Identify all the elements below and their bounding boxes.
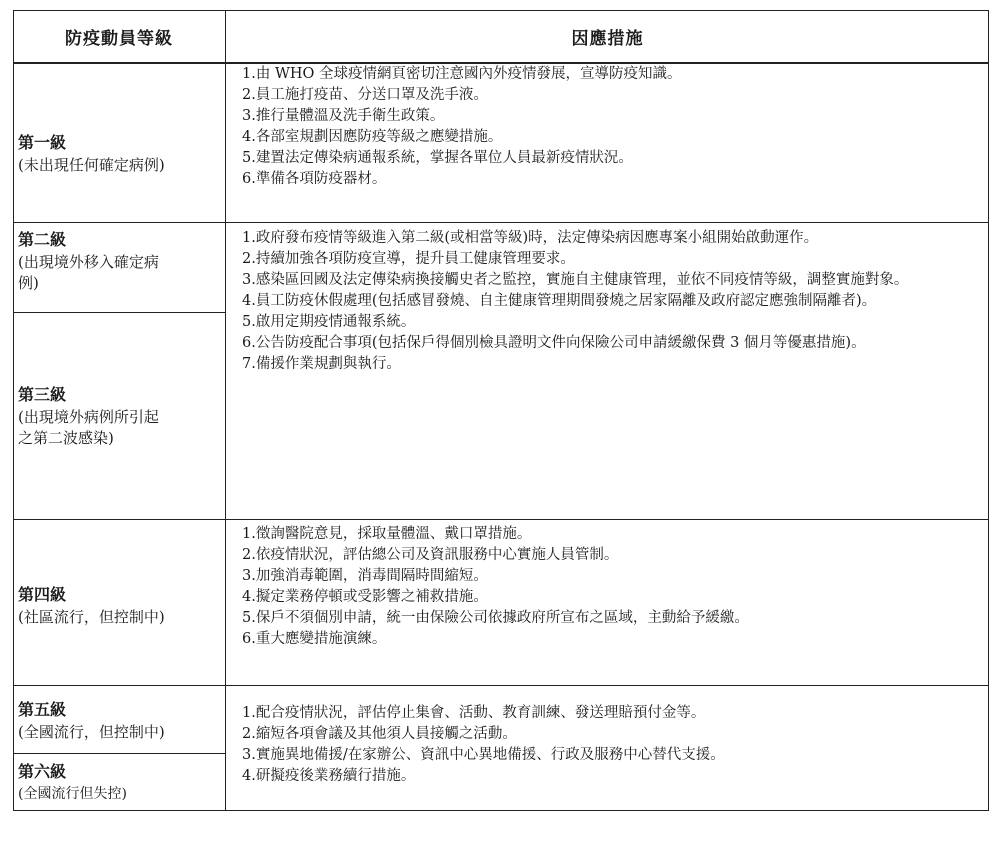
- row-divider-4: [13, 685, 989, 686]
- measure-item: 6.重大應變措施演練。: [242, 631, 387, 647]
- measure-item: 4.擬定業務停頓或受影響之補救措施。: [242, 589, 488, 605]
- level-5-cell: [18, 698, 218, 743]
- measure-item: 3.感染區回國及法定傳染病換接觸史者之監控，實施自主健康管理，並依不同疫情等級，調整實施對象。: [242, 272, 909, 288]
- header-level: 防疫動員等級: [65, 28, 173, 49]
- measure-item: 1.政府發布疫情等級進入第二級(或相當等級)時，法定傳染病因應專案小組開始啟動運作。: [242, 230, 819, 246]
- measure-item: 2.依疫情狀況，評估總公司及資訊服務中心實施人員管制。: [242, 547, 619, 563]
- measure-item: 6.準備各項防疫器材。: [242, 171, 387, 187]
- measure-item: 5.保戶不須個別申請，統一由保險公司依據政府所宣布之區域，主動給予緩繳。: [242, 610, 749, 626]
- row-divider-2-3: [13, 312, 225, 313]
- measure-item: 4.員工防疫休假處理(包括感冒發燒、自主健康管理期間發燒之居家隔離及政府認定應強制隔離者)。: [242, 293, 877, 309]
- measure-item: 5.建置法定傳染病通報系統，掌握各單位人員最新疫情狀況。: [242, 150, 633, 166]
- level-2-desc: (出現境外移入確定病 例): [18, 253, 159, 292]
- measure-item: 6.公告防疫配合事項(包括保戶得個別檢具證明文件向保險公司申請緩繳保費 3 個月等優惠措施)。: [242, 335, 866, 351]
- level-3-cell: [18, 383, 218, 449]
- column-divider: [225, 10, 226, 811]
- level-6-name: 第六級: [18, 762, 67, 781]
- level-3-desc: (出現境外病例所引起 之第二波感染): [18, 408, 159, 447]
- level-1-cell: [18, 131, 218, 176]
- level-5-name: 第五級: [18, 700, 67, 719]
- level-3-name: 第三級: [18, 385, 67, 404]
- measure-item: 1.配合疫情狀況，評估停止集會、活動、教育訓練、發送理賠預付金等。: [242, 705, 706, 721]
- level-1-desc: (未出現任何確定病例): [18, 156, 165, 174]
- measure-item: 3.實施異地備援/在家辦公、資訊中心異地備援、行政及服務中心替代支援。: [242, 747, 725, 763]
- level-2-name: 第二級: [18, 230, 67, 249]
- measure-item: 5.啟用定期疫情通報系統。: [242, 314, 416, 330]
- measure-item: 2.員工施打疫苗、分送口罩及洗手液。: [242, 87, 488, 103]
- measure-item: 2.持續加強各項防疫宣導，提升員工健康管理要求。: [242, 251, 575, 267]
- row-divider-1: [13, 222, 989, 223]
- level-4-cell: [18, 583, 218, 628]
- measures-group-2: [233, 228, 981, 375]
- measure-item: 4.研擬疫後業務續行措施。: [242, 768, 416, 784]
- measure-item: 1.徵詢醫院意見，採取量體溫、戴口罩措施。: [242, 526, 532, 542]
- level-4-name: 第四級: [18, 585, 67, 604]
- measure-item: 2.縮短各項會議及其他須人員接觸之活動。: [242, 726, 517, 742]
- measure-item: 3.推行量體溫及洗手衛生政策。: [242, 108, 445, 124]
- level-1-name: 第一級: [18, 133, 67, 152]
- measures-group-3: [233, 524, 981, 650]
- measure-item: 1.由 WHO 全球疫情網頁密切注意國內外疫情發展，宣導防疫知識。: [242, 66, 682, 82]
- measure-item: 3.加強消毒範圍，消毒間隔時間縮短。: [242, 568, 488, 584]
- level-2-cell: [18, 228, 218, 294]
- header-measures: 因應措施: [571, 28, 644, 49]
- measures-group-1: [233, 64, 981, 190]
- measure-item: 4.各部室規劃因應防疫等級之應變措施。: [242, 129, 503, 145]
- row-divider-5-6: [13, 753, 225, 754]
- measure-item: 7.備援作業規劃與執行。: [242, 356, 401, 372]
- measures-group-4: [233, 703, 981, 787]
- level-4-desc: (社區流行，但控制中): [18, 608, 165, 626]
- level-6-cell: [18, 760, 218, 805]
- row-divider-3: [13, 519, 989, 520]
- level-5-desc: (全國流行，但控制中): [18, 723, 165, 741]
- level-6-desc: (全國流行但失控): [18, 786, 127, 802]
